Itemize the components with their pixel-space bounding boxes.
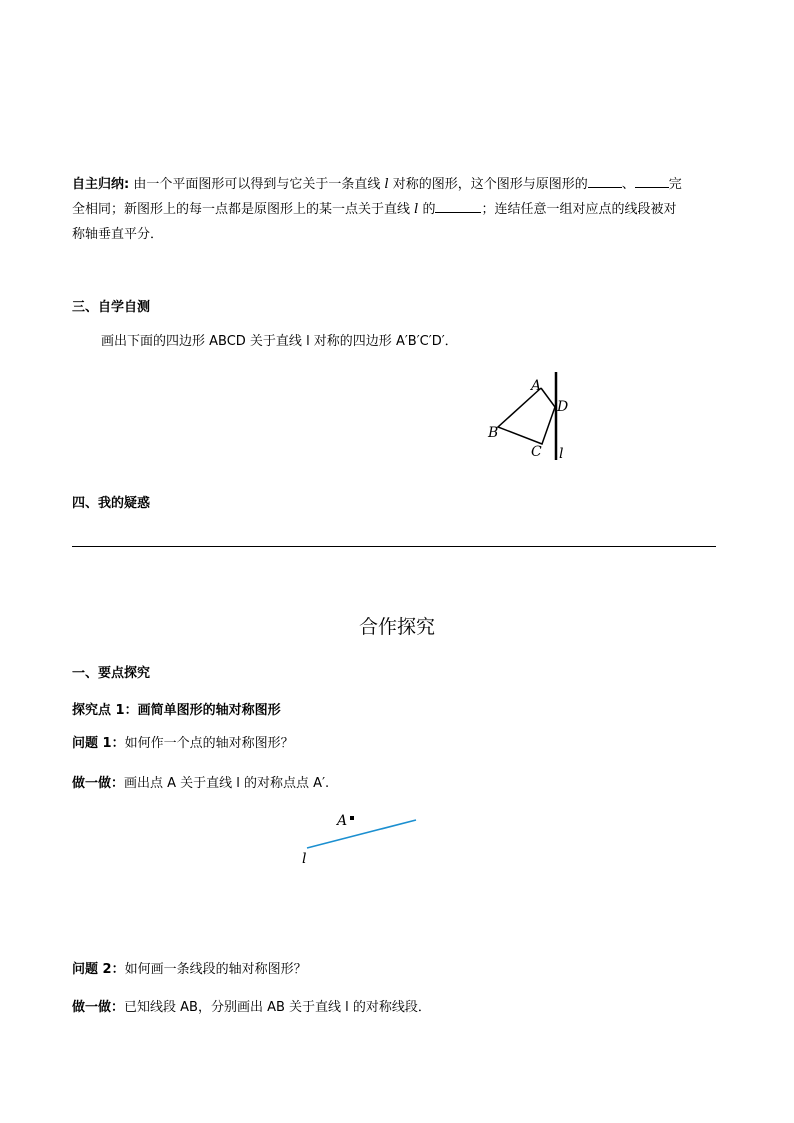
question-2 (72, 957, 722, 982)
try-2-text: 已知线段 AB，分别画出 AB 关于直线 l 的对称线段． (124, 1000, 431, 1015)
summary-line2b: 的 (418, 202, 436, 217)
label-C: C (531, 444, 542, 460)
label-A: A (531, 378, 542, 394)
label-B: B (488, 425, 499, 441)
quadrilateral-abcd (498, 388, 555, 444)
quadrilateral-figure (480, 368, 580, 466)
section4-heading: 四、我的疑惑 (72, 496, 151, 511)
try-2-label: 做一做： (72, 1000, 125, 1015)
section3-task: 画出下面的四边形 ABCD 关于直线 l 对称的四边形 A′B′C′D′． (101, 334, 458, 349)
section1-heading: 一、要点探究 (72, 666, 151, 681)
question-1-label: 问题 1： (72, 736, 125, 751)
try-1-label: 做一做： (72, 776, 125, 791)
label-A2: A (337, 813, 348, 829)
summary-text-3: 完 (668, 177, 682, 192)
question-1-text: 如何作一个点的轴对称图形？ (124, 736, 294, 751)
fill-blank-1[interactable] (588, 173, 622, 188)
cooperate-title: 合作探究 (358, 616, 435, 638)
summary-line3: 称轴垂直平分． (72, 227, 164, 242)
fill-blank-2[interactable] (635, 173, 669, 188)
answer-line[interactable] (72, 546, 716, 547)
label-D: D (557, 399, 569, 415)
point-line-figure (295, 805, 425, 869)
summary-sep: 、 (621, 177, 635, 192)
summary-label: 自主归纳: (72, 177, 130, 192)
label-l: l (559, 446, 564, 462)
summary-text-1: 由一个平面图形可以得到与它关于一条直线 (129, 177, 385, 192)
line-symbol: l (384, 177, 389, 192)
summary-text-2: 对称的图形，这个图形与原图形的 (388, 177, 588, 192)
summary-paragraph (72, 172, 722, 247)
section3-heading: 三、自学自测 (72, 300, 151, 315)
question-2-label: 问题 2： (72, 962, 125, 977)
summary-line2a: 全相同；新图形上的每一点都是原图形上的某一点关于直线 (72, 202, 415, 217)
explore1-heading: 探究点 1：画简单图形的轴对称图形 (72, 703, 281, 718)
line-l (307, 820, 416, 848)
point-A (350, 816, 354, 820)
try-2 (72, 995, 722, 1020)
summary-line2c: ；连结任意一组对应点的线段被对 (481, 202, 677, 217)
try-1-text: 画出点 A 关于直线 l 的对称点点 A′. (124, 776, 330, 791)
try-1 (72, 771, 722, 796)
line-symbol: l (414, 202, 419, 217)
label-l2: l (302, 851, 307, 867)
fill-blank-3[interactable] (435, 198, 481, 213)
question-2-text: 如何画一条线段的轴对称图形？ (124, 962, 307, 977)
question-1 (72, 731, 722, 756)
